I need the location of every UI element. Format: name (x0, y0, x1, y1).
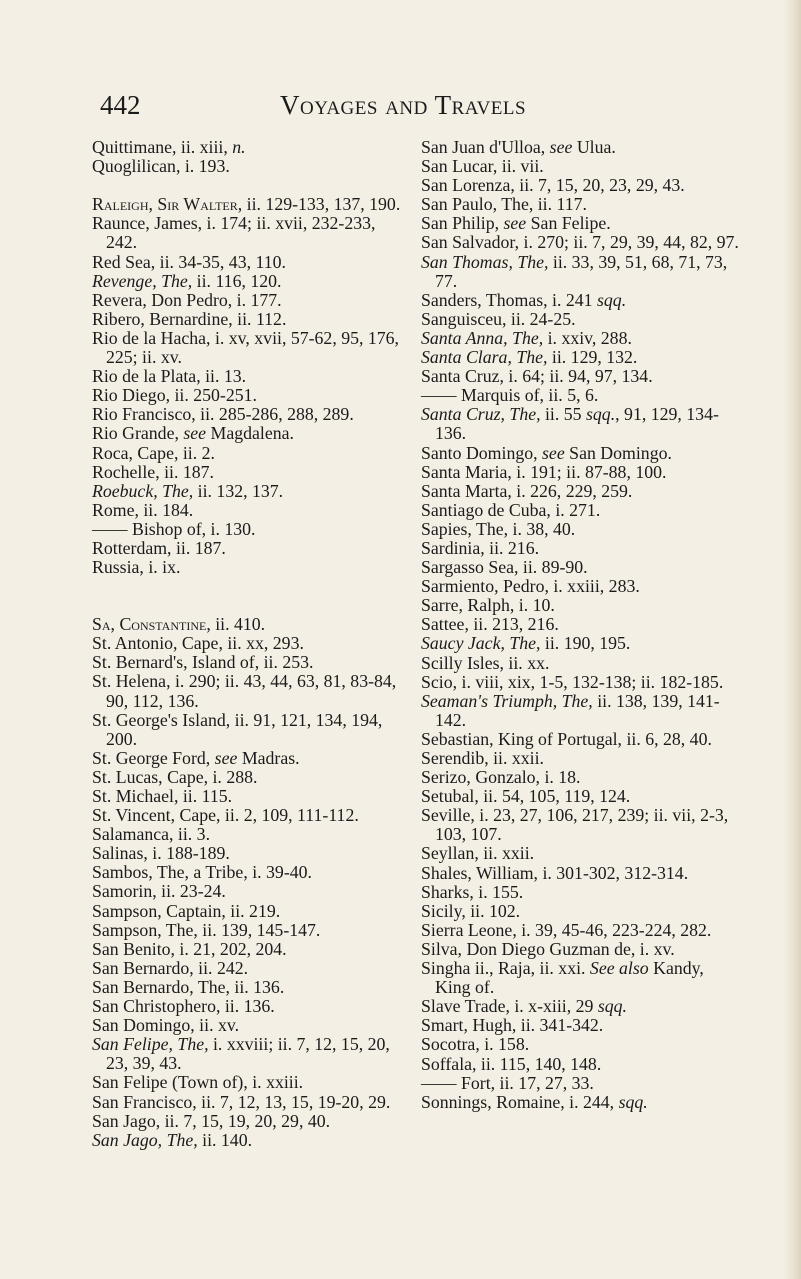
index-entry (421, 539, 743, 558)
index-column-left (92, 138, 405, 1150)
entry-text: Red Sea, ii. 34-35, 43, 110. (92, 251, 286, 272)
entry-text: Magdalena. (206, 423, 294, 444)
entry-text: St. Vincent, Cape, ii. 2, 109, 111-112. (92, 805, 359, 826)
entry-text: St. George Ford, (92, 747, 215, 768)
index-entry (421, 596, 743, 615)
entry-text: Rotterdam, ii. 187. (92, 537, 226, 558)
entry-text: Santa Cruz, i. 64; ii. 94, 97, 134. (421, 366, 653, 387)
index-entry (421, 405, 743, 443)
entry-text: Rome, ii. 184. (92, 499, 194, 520)
index-entry (421, 482, 743, 501)
entry-text: Shales, William, i. 301-302, 312-314. (421, 862, 689, 883)
entry-text: Soffala, ii. 115, 140, 148. (421, 1053, 602, 1074)
entry-text: San Domingo. (564, 442, 672, 463)
italic-text: see (503, 213, 527, 234)
index-entry (421, 329, 743, 348)
index-entry (421, 577, 743, 596)
entry-text: ii. 116, 120. (192, 270, 282, 291)
italic-text: sqq. (618, 1091, 648, 1112)
entry-text: San Christophero, ii. 136. (92, 996, 275, 1017)
entry-text: San Philip, (421, 213, 504, 234)
index-entry (92, 444, 405, 463)
entry-text: St. Antonio, Cape, ii. xx, 293. (92, 633, 304, 654)
index-entry (92, 482, 405, 501)
entry-text: Madras. (237, 747, 300, 768)
italic-text: sqq. (597, 289, 627, 310)
index-entry (421, 1074, 743, 1093)
index-entry (92, 1016, 405, 1035)
index-entry (421, 615, 743, 634)
index-entry (92, 615, 405, 634)
index-entry (92, 749, 405, 768)
entry-text: Sierra Leone, i. 39, 45-46, 223-224, 282. (421, 919, 712, 940)
entry-text: Serizo, Gonzalo, i. 18. (421, 767, 581, 788)
index-entry (421, 195, 743, 214)
index-entry (92, 787, 405, 806)
entry-text: San Jago, ii. 7, 15, 19, 20, 29, 40. (92, 1110, 331, 1131)
index-entry (421, 921, 743, 940)
entry-text: ii. 129, 132. (547, 347, 638, 368)
index-entry (421, 348, 743, 367)
entry-text: St. Bernard's, Island of, ii. 253. (92, 652, 314, 673)
index-entry (92, 1035, 405, 1073)
entry-text: St. Helena, i. 290; ii. 43, 44, 63, 81, 83-84, 90, 112, 136. (92, 671, 401, 711)
entry-text: San Bernardo, ii. 242. (92, 957, 249, 978)
index-entry (92, 195, 405, 214)
index-entry (92, 501, 405, 520)
index-entry (92, 386, 405, 405)
entry-text: Serendib, ii. xxii. (421, 748, 544, 768)
index-entry (421, 749, 743, 768)
index-entry (92, 424, 405, 443)
index-entry (421, 444, 743, 463)
italic-text: San Jago, The, (92, 1129, 198, 1150)
entry-text: Santa Marta, i. 226, 229, 259. (421, 480, 633, 501)
entry-text: San Felipe (Town of), i. xxiii. (92, 1072, 304, 1093)
index-entry (421, 386, 743, 405)
index-entry (421, 1093, 743, 1112)
entry-text: Kandy, King of. (435, 958, 709, 998)
index-entry (421, 1035, 743, 1054)
entry-text: Raunce, James, i. 174; ii. xvii, 232-233, 242. (92, 213, 380, 253)
index-entry (92, 463, 405, 482)
index-entry (92, 1131, 405, 1150)
entry-text: San Salvador, i. 270; ii. 7, 29, 39, 44, 82, 97. (421, 232, 739, 253)
entry-text: Silva, Don Diego Guzman de, i. xv. (421, 938, 675, 959)
entry-text: Sonnings, Romaine, i. 244, (421, 1091, 619, 1112)
italic-text: see (214, 747, 238, 768)
entry-text: ii. 410. (210, 614, 266, 635)
entry-text: Scio, i. viii, xix, 1-5, 132-138; ii. 182-185. (421, 671, 724, 692)
entry-text: Slave Trade, i. x-xiii, 29 (421, 996, 598, 1017)
entry-text: Ribero, Bernardine, ii. 112. (92, 308, 287, 329)
italic-text: San Thomas, The, (421, 251, 549, 272)
entry-text: San Lorenza, ii. 7, 15, 20, 23, 29, 43. (421, 175, 685, 196)
index-entry (421, 1016, 743, 1035)
entry-text: i. xxviii; ii. 7, 12, 15, 20, 23, 39, 43. (106, 1034, 395, 1074)
index-entry (421, 634, 743, 653)
index-entry (92, 863, 405, 882)
index-entry (92, 253, 405, 272)
index-entry (421, 940, 743, 959)
index-column-right (421, 138, 743, 1112)
italic-text: n. (232, 137, 246, 157)
index-entry (92, 768, 405, 787)
index-entry (421, 367, 743, 386)
index-entry (421, 520, 743, 539)
entry-text: San Paulo, The, ii. 117. (421, 194, 587, 215)
entry-text: i. xxiv, 288. (543, 327, 632, 348)
index-entry (92, 634, 405, 653)
index-entry (92, 272, 405, 291)
entry-text: Sardinia, ii. 216. (421, 537, 540, 558)
running-title: Voyages and Travels (280, 90, 527, 120)
entry-text: ii. 190, 195. (540, 633, 631, 654)
running-header (100, 88, 740, 122)
entry-text: , 91, 129, 134-136. (435, 404, 719, 444)
entry-text: St. George's Island, ii. 91, 121, 134, 194, 200. (92, 709, 387, 749)
index-entry (421, 768, 743, 787)
entry-text: San Felipe. (526, 213, 611, 234)
index-entry (92, 138, 405, 157)
entry-text: Sampson, Captain, ii. 219. (92, 900, 281, 921)
page-number: 442 (100, 90, 141, 120)
italic-text: Roebuck, The, (92, 480, 194, 501)
italic-text: Santa Anna, The, (421, 327, 544, 348)
entry-text: Sharks, i. 155. (421, 881, 524, 902)
entry-text: St. Michael, ii. 115. (92, 786, 233, 806)
italic-text: San Felipe, The, (92, 1034, 209, 1055)
entry-text: St. Lucas, Cape, i. 288. (92, 766, 258, 787)
entry-text: Sampson, The, ii. 139, 145-147. (92, 919, 321, 940)
entry-text: Rio de la Plata, ii. 13. (92, 366, 247, 387)
entry-text: Revera, Don Pedro, i. 177. (92, 289, 282, 310)
entry-text: —— Bishop of, i. 130. (92, 518, 256, 539)
index-entry (92, 367, 405, 386)
entry-text: Sanguisceu, ii. 24-25. (421, 308, 576, 329)
index-entry (421, 959, 743, 997)
index-entry (92, 653, 405, 672)
entry-text: Roca, Cape, ii. 2. (92, 442, 215, 463)
entry-text: Sattee, ii. 213, 216. (421, 614, 559, 635)
entry-text: Sarmiento, Pedro, i. xxiii, 283. (421, 576, 640, 597)
entry-text: Rio Francisco, ii. 285-286, 288, 289. (92, 404, 354, 425)
entry-text: Salamanca, ii. 3. (92, 824, 211, 845)
index-entry (92, 214, 405, 252)
entry-text: ii. 132, 137. (193, 480, 284, 501)
entry-text: San Lucar, ii. vii. (421, 156, 544, 177)
index-entry (92, 997, 405, 1016)
index-entry (421, 673, 743, 692)
entry-text: Seville, i. 23, 27, 106, 217, 239; ii. vii, 2-3, 103, 107. (421, 805, 733, 845)
entry-text: Socotra, i. 158. (421, 1034, 530, 1055)
index-entry (421, 253, 743, 291)
entry-text: Sanders, Thomas, i. 241 (421, 289, 597, 310)
entry-text: Sarre, Ralph, i. 10. (421, 595, 555, 616)
italic-text: Revenge, The, (92, 270, 193, 291)
entry-text: Singha ii., Raja, ii. xxi. (421, 958, 590, 979)
entry-text: Sargasso Sea, ii. 89-90. (421, 557, 588, 578)
entry-text: ii. 129-133, 137, 190. (242, 194, 401, 215)
index-entry (421, 902, 743, 921)
index-entry (421, 176, 743, 195)
index-entry (421, 501, 743, 520)
index-entry (92, 539, 405, 558)
entry-text: San Benito, i. 21, 202, 204. (92, 938, 287, 959)
index-entry (421, 310, 743, 329)
index-entry (92, 711, 405, 749)
index-entry (92, 405, 405, 424)
index-entry (421, 864, 743, 883)
italic-text: Santa Cruz, The, (421, 404, 541, 425)
entry-text: Samorin, ii. 23-24. (92, 881, 226, 902)
index-entry (92, 959, 405, 978)
index-entry (421, 558, 743, 577)
index-entry (92, 825, 405, 844)
index-entry (421, 883, 743, 902)
entry-text: Rio de la Hacha, i. xv, xvii, 57-62, 95, 176, 225; ii. xv. (92, 327, 404, 368)
entry-text: ii. 138, 139, 141-142. (435, 690, 720, 730)
index-entry (92, 558, 405, 577)
index-entry (421, 157, 743, 176)
italic-text: see (183, 423, 207, 444)
entry-text: San Bernardo, The, ii. 136. (92, 976, 285, 997)
index-entry (92, 672, 405, 710)
entry-text: San Domingo, ii. xv. (92, 1015, 240, 1036)
italic-text: see (549, 137, 573, 157)
entry-text: Santo Domingo, (421, 442, 543, 463)
index-entry (421, 291, 743, 310)
italic-text: Saucy Jack, The, (421, 633, 541, 654)
index-entry (92, 844, 405, 863)
index-entry (92, 1112, 405, 1131)
entry-text: Sambos, The, a Tribe, i. 39-40. (92, 862, 312, 883)
entry-text: Scilly Isles, ii. xx. (421, 652, 550, 673)
index-entry (421, 787, 743, 806)
index-entry (421, 654, 743, 673)
entry-text: San Francisco, ii. 7, 12, 13, 15, 19-20, 29. (92, 1091, 391, 1112)
italic-text: sqq. (597, 996, 627, 1017)
entry-text: Santiago de Cuba, i. 271. (421, 499, 601, 520)
entry-text: Rochelle, ii. 187. (92, 461, 214, 482)
index-entry (92, 1093, 405, 1112)
index-entry (92, 157, 405, 176)
index-entry (92, 940, 405, 959)
index-entry (421, 806, 743, 844)
entry-text: San Juan d'Ulloa, (421, 137, 550, 157)
italic-text: see (542, 442, 565, 463)
index-entry (92, 806, 405, 825)
index-entry (421, 233, 743, 252)
entry-text: Sebastian, King of Portugal, ii. 6, 28, 40. (421, 728, 712, 749)
index-entry (421, 730, 743, 749)
entry-text: Quoglilican, i. 193. (92, 156, 230, 177)
index-entry (92, 291, 405, 310)
italic-text: sqq. (586, 404, 616, 425)
index-entry (92, 520, 405, 539)
index-entry (92, 1073, 405, 1092)
entry-text: ii. 140. (197, 1129, 253, 1150)
index-entry (92, 902, 405, 921)
entry-text: Rio Grande, (92, 423, 184, 444)
italic-text: Seaman's Triumph, The, (421, 690, 593, 711)
index-entry (421, 463, 743, 482)
entry-text: Salinas, i. 188-189. (92, 843, 230, 864)
index-entry (92, 978, 405, 997)
entry-text: ii. 55 (540, 404, 586, 425)
entry-text: Seyllan, ii. xxii. (421, 843, 535, 864)
entry-text: Smart, Hugh, ii. 341-342. (421, 1015, 604, 1036)
italic-text: See also (589, 958, 649, 979)
index-entry (421, 692, 743, 730)
italic-text: Santa Clara, The, (421, 347, 548, 368)
index-entry (421, 138, 743, 157)
entry-text: Setubal, ii. 54, 105, 119, 124. (421, 786, 631, 807)
entry-text: ii. 33, 39, 51, 68, 71, 73, 77. (435, 251, 732, 291)
page-edge-shadow (783, 0, 801, 1279)
index-entry (92, 310, 405, 329)
index-entry (92, 882, 405, 901)
index-entry (421, 997, 743, 1016)
entry-text: Rio Diego, ii. 250-251. (92, 385, 257, 406)
entry-text: Quittimane, ii. xiii, (92, 137, 233, 157)
index-entry (421, 214, 743, 233)
entry-text: Sicily, ii. 102. (421, 900, 521, 921)
small-caps-heading: Raleigh, Sir Walter, (92, 194, 243, 215)
index-entry (421, 844, 743, 863)
entry-text: —— Fort, ii. 17, 27, 33. (421, 1072, 594, 1093)
index-entry (92, 329, 405, 367)
entry-text: Russia, i. ix. (92, 557, 181, 578)
index-entry (421, 1055, 743, 1074)
entry-text: Santa Maria, i. 191; ii. 87-88, 100. (421, 461, 667, 482)
small-caps-heading: Sa, Constantine, (92, 614, 211, 635)
entry-text: Sapies, The, i. 38, 40. (421, 518, 576, 539)
entry-text: Ulua. (572, 137, 616, 157)
index-entry (92, 921, 405, 940)
entry-text: —— Marquis of, ii. 5, 6. (421, 385, 599, 406)
